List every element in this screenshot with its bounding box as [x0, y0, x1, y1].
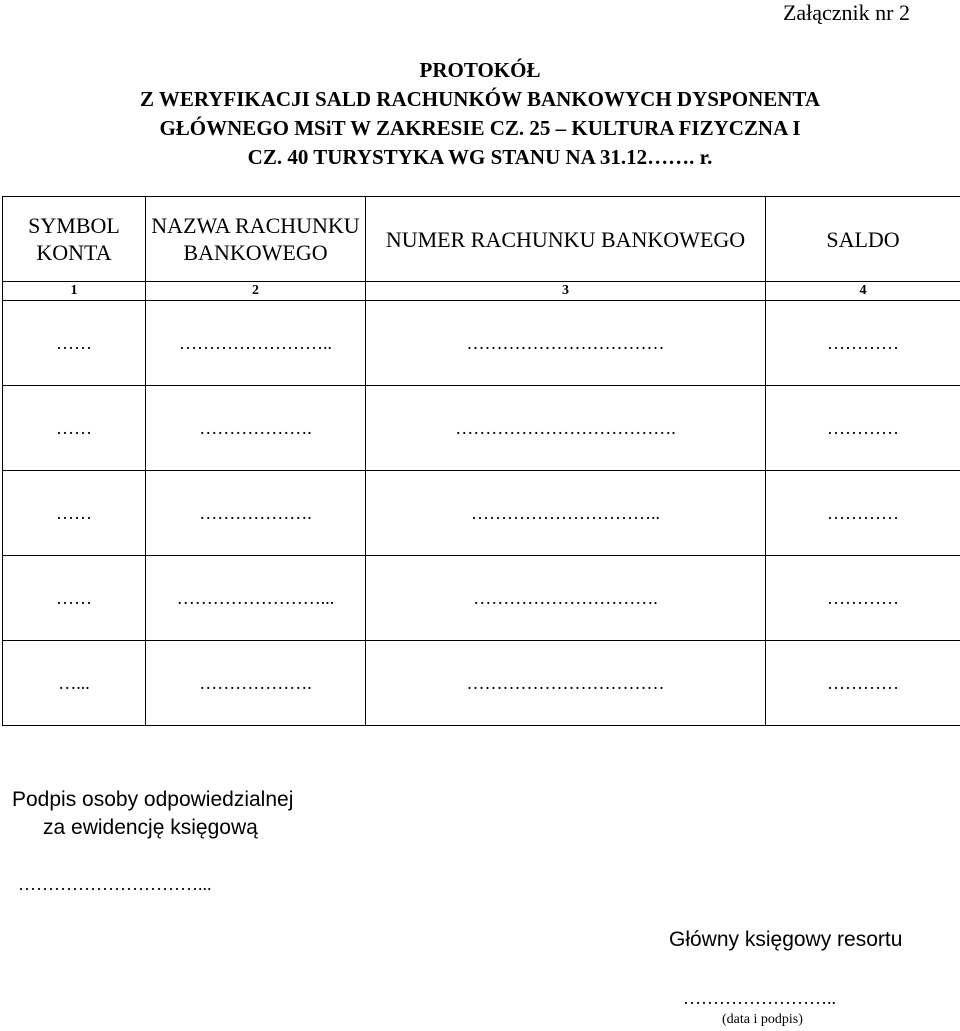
title-line-3: GŁÓWNEGO MSiT W ZAKRESIE CZ. 25 – KULTURA FIZYCZNA I	[159, 116, 801, 140]
signature-label-line-1: Podpis osoby odpowiedzialnej	[12, 788, 294, 811]
cell-name: ……………………...	[146, 556, 366, 641]
cell-number: ……………………………….	[366, 386, 766, 471]
column-number: 2	[146, 282, 366, 301]
cell-number: …………………………..	[366, 471, 766, 556]
header-numer-rachunku: NUMER RACHUNKU BANKOWEGO	[366, 197, 766, 282]
table-row	[3, 301, 960, 386]
cell-name: ……………….	[146, 471, 366, 556]
column-number: 1	[3, 282, 146, 301]
column-number: 4	[766, 282, 960, 301]
cell-balance: …………	[766, 641, 960, 726]
document-title	[0, 56, 960, 172]
accountant-signature-line: …………………………...	[18, 874, 212, 894]
column-number: 3	[366, 282, 766, 301]
cell-symbol: …...	[3, 641, 146, 726]
cell-symbol: ……	[3, 301, 146, 386]
cell-number: ………………………….	[366, 556, 766, 641]
title-line-1: PROTOKÓŁ	[419, 58, 541, 82]
date-and-signature-caption: (data i podpis)	[722, 1012, 803, 1027]
cell-balance: …………	[766, 301, 960, 386]
cell-name: ……………….	[146, 386, 366, 471]
title-line-2: Z WERYFIKACJI SALD RACHUNKÓW BANKOWYCH DYSPONENTA	[139, 87, 821, 111]
accountant-signature-label	[12, 786, 293, 842]
chief-accountant-label: Główny księgowy resortu	[669, 928, 903, 951]
bank-accounts-table	[2, 196, 960, 726]
header-nazwa-rachunku: NAZWA RACHUNKU BANKOWEGO	[146, 197, 366, 282]
header-saldo: SALDO	[766, 197, 960, 282]
attachment-label: Załącznik nr 2	[782, 0, 910, 25]
table-row	[3, 471, 960, 556]
title-line-4: CZ. 40 TURYSTYKA WG STANU NA 31.12……. r.	[247, 145, 713, 169]
cell-symbol: ……	[3, 471, 146, 556]
cell-name: ……………….	[146, 641, 366, 726]
chief-signature-line: ……………………..	[683, 988, 836, 1008]
column-number-row	[3, 282, 960, 301]
cell-symbol: ……	[3, 386, 146, 471]
table-row	[3, 386, 960, 471]
cell-symbol: ……	[3, 556, 146, 641]
table-row	[3, 556, 960, 641]
cell-balance: …………	[766, 386, 960, 471]
signature-label-line-2: za ewidencję księgową	[43, 816, 258, 839]
cell-balance: …………	[766, 471, 960, 556]
header-symbol-konta: SYMBOL KONTA	[3, 197, 146, 282]
cell-balance: …………	[766, 556, 960, 641]
cell-number: ……………………………	[366, 641, 766, 726]
table-row	[3, 641, 960, 726]
table-header-row	[3, 197, 960, 282]
cell-name: ……………………..	[146, 301, 366, 386]
cell-number: ……………………………	[366, 301, 766, 386]
